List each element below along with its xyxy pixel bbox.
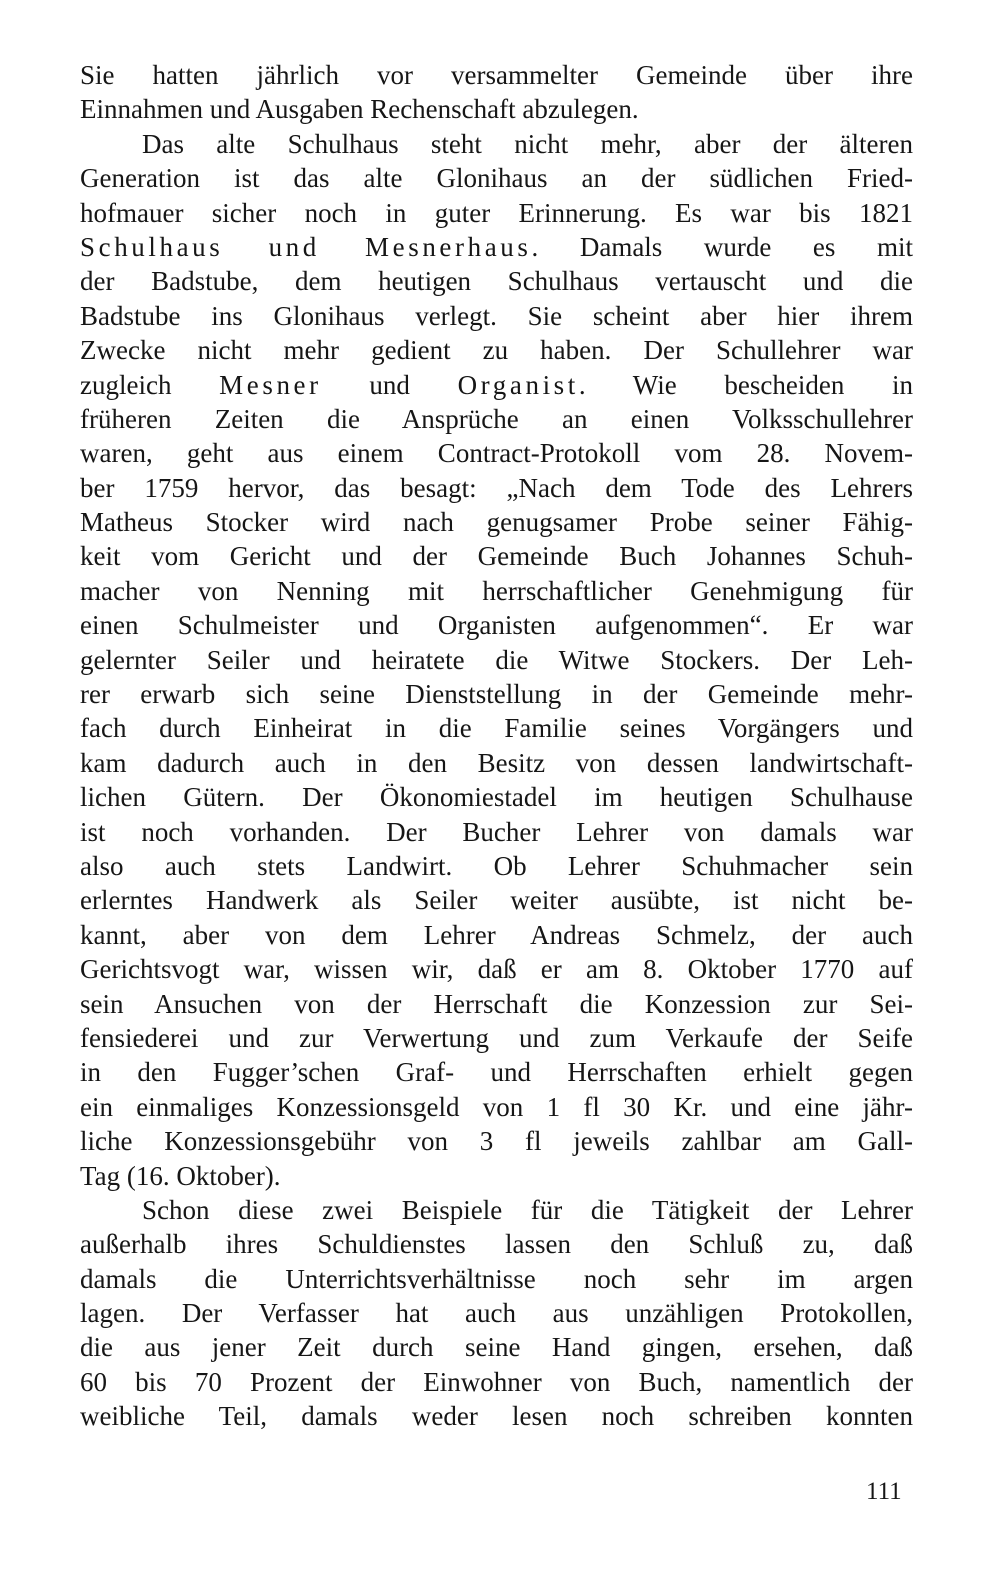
text-line: die aus jener Zeit durch seine Hand gingen, ersehen, daß xyxy=(80,1332,913,1363)
text-line: Das alte Schulhaus steht nicht mehr, aber der älteren xyxy=(142,128,913,159)
text-line: ist noch vorhanden. Der Bucher Lehrer von damals war xyxy=(80,816,913,847)
text-line xyxy=(80,230,913,264)
text-line: Schon diese zwei Beispiele für die Tätigkeit der Lehrer xyxy=(142,1194,913,1225)
text-line: kam dadurch auch in den Besitz von dessen landwirtschaft- xyxy=(80,747,913,778)
text-line: weibliche Teil, damals weder lesen noch schreiben konnten xyxy=(80,1401,913,1432)
page-body xyxy=(80,58,913,1434)
text-line: ber 1759 hervor, das besagt: „Nach dem Tode des Lehrers xyxy=(80,472,913,503)
text-line: außerhalb ihres Schuldienstes lassen den Schluß zu, daß xyxy=(80,1229,913,1260)
text-line: kannt, aber von dem Lehrer Andreas Schmelz, der auch xyxy=(80,919,913,950)
text-line: der Badstube, dem heutigen Schulhaus vertauscht und die xyxy=(80,266,913,297)
text-line: früheren Zeiten die Ansprüche an einen Volksschullehrer xyxy=(80,403,913,434)
text-line: hofmauer sicher noch in guter Erinnerung. Es war bis 1821 xyxy=(80,197,913,228)
line-fragment: und xyxy=(321,369,458,400)
text-line: lichen Gütern. Der Ökonomiestadel im heutigen Schulhause xyxy=(80,782,913,813)
spaced-text: Mesner xyxy=(219,369,322,400)
text-line xyxy=(80,368,913,402)
text-line: gelernter Seiler und heiratete die Witwe Stockers. Der Leh- xyxy=(80,644,913,675)
text-line: Matheus Stocker wird nach genugsamer Probe seiner Fähig- xyxy=(80,507,913,538)
text-line: waren, geht aus einem Contract-Protokoll vom 28. Novem- xyxy=(80,438,913,469)
text-line: macher von Nenning mit herrschaftlicher Genehmigung für xyxy=(80,575,913,606)
page-number: 111 xyxy=(866,1478,902,1505)
text-line: fensiederei und zur Verwertung und zum Verkaufe der Seife xyxy=(80,1022,913,1053)
text-line: Tag (16. Oktober). xyxy=(80,1160,281,1191)
text-line: lagen. Der Verfasser hat auch aus unzähligen Protokollen, xyxy=(80,1298,913,1329)
text-line: Zwecke nicht mehr gedient zu haben. Der Schullehrer war xyxy=(80,335,913,366)
text-line: ein einmaliges Konzessionsgeld von 1 fl 30 Kr. und eine jähr- xyxy=(80,1091,913,1122)
spaced-text: Organist xyxy=(457,369,579,400)
text-line: Gerichtsvogt war, wissen wir, daß er am 8. Oktober 1770 auf xyxy=(80,954,913,985)
text-line: erlerntes Handwerk als Seiler weiter ausübte, ist nicht be- xyxy=(80,885,913,916)
text-line: fach durch Einheirat in die Familie seines Vorgängers und xyxy=(80,713,913,744)
text-line: einen Schulmeister und Organisten aufgenommen“. Er war xyxy=(80,610,913,641)
text-line: Generation ist das alte Glonihaus an der südlichen Fried- xyxy=(80,163,913,194)
line-fragment: . Wie bescheiden in xyxy=(578,369,913,400)
line-fragment: . Damals wurde es mit xyxy=(531,231,913,262)
text-line: keit vom Gericht und der Gemeinde Buch Johannes Schuh- xyxy=(80,541,913,572)
text-line: also auch stets Landwirt. Ob Lehrer Schuhmacher sein xyxy=(80,850,913,881)
text-line: sein Ansuchen von der Herrschaft die Konzession zur Sei- xyxy=(80,988,913,1019)
line-fragment: zugleich xyxy=(80,369,220,400)
text-line: in den Fugger’schen Graf- und Herrschaften erhielt gegen xyxy=(80,1057,913,1088)
text-line: rer erwarb sich seine Dienststellung in der Gemeinde mehr- xyxy=(80,679,913,710)
text-line: Badstube ins Glonihaus verlegt. Sie scheint aber hier ihrem xyxy=(80,300,913,331)
text-line: 60 bis 70 Prozent der Einwohner von Buch, namentlich der xyxy=(80,1366,913,1397)
text-line: Einnahmen und Ausgaben Rechenschaft abzulegen. xyxy=(80,94,639,125)
text-line: damals die Unterrichtsverhältnisse noch sehr im argen xyxy=(80,1263,913,1294)
text-line: Sie hatten jährlich vor versammelter Gemeinde über ihre xyxy=(80,60,913,90)
spaced-text: Schulhaus und Mesnerhaus xyxy=(80,231,532,262)
text-line: liche Konzessionsgebühr von 3 fl jeweils zahlbar am Gall- xyxy=(80,1126,913,1157)
